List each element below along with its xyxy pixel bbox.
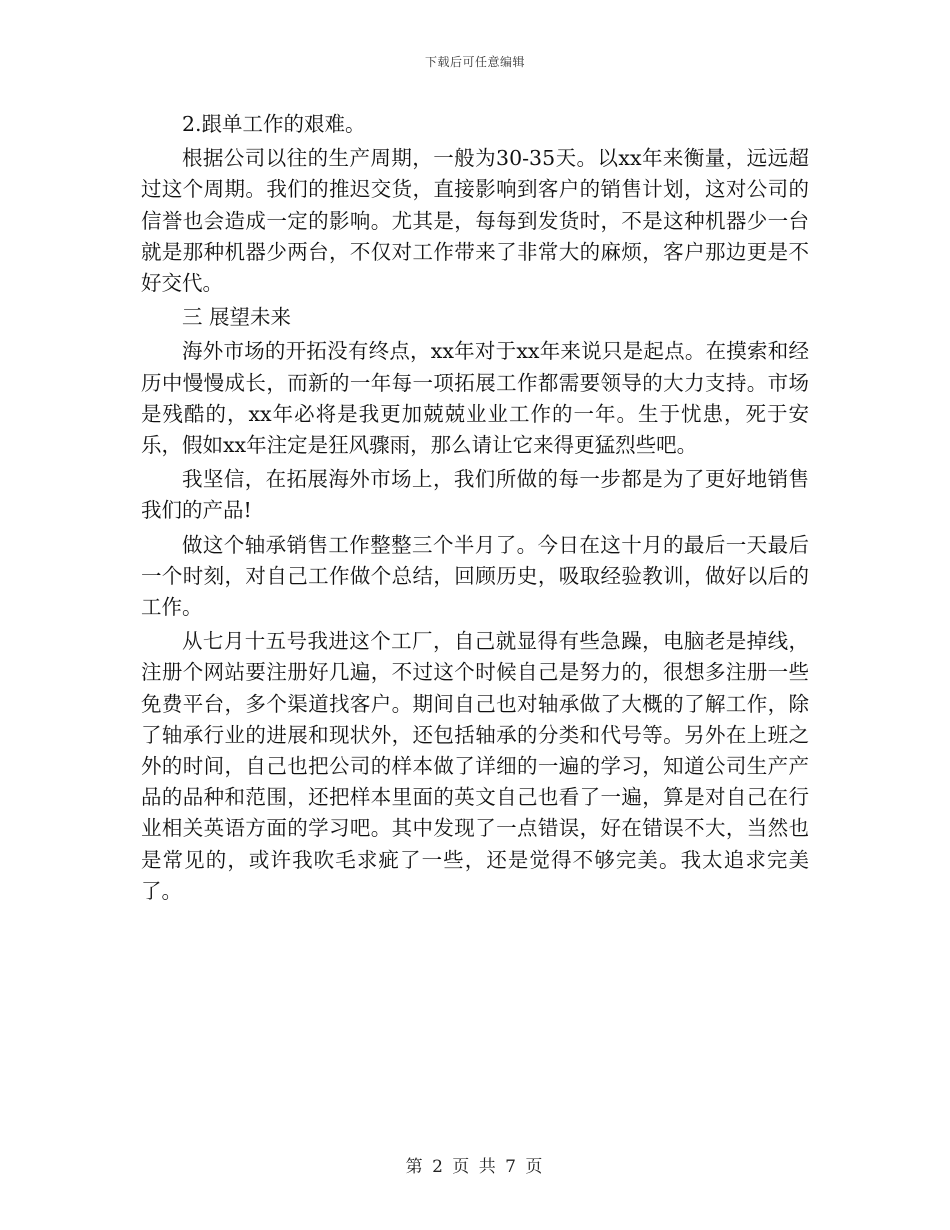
document-body — [141, 109, 809, 910]
paragraph: 做这个轴承销售工作整整三个半月了。今日在这十月的最后一天最后一个时刻，对自己工作做个总结，回顾历史，吸取经验教训，做好以后的工作。 — [141, 532, 809, 620]
paragraph: 海外市场的开拓没有终点，xx年对于xx年来说只是起点。在摸索和经历中慢慢成长，而新的一年每一项拓展工作都需要领导的大力支持。市场是残酷的，xx年必将是我更加兢兢业业工作的一年。生于忧患，死于安乐，假如xx年注定是狂风骤雨，那么请让它来得更猛烈些吧。 — [141, 339, 809, 458]
paragraph: 根据公司以往的生产周期，一般为30-35天。以xx年来衡量，远远超过这个周期。我们的推迟交货，直接影响到客户的销售计划，这对公司的信誉也会造成一定的影响。尤其是，每每到发货时，不是这种机器少一台就是那种机器少两台，不仅对工作带来了非常大的麻烦，客户那边更是不好交代。 — [141, 146, 809, 296]
section-heading: 三 展望未来 — [182, 305, 292, 330]
page-footer: 第 2 页 共 7 页 — [405, 1157, 545, 1177]
paragraph: 我坚信，在拓展海外市场上，我们所做的每一步都是为了更好地销售我们的产品! — [141, 467, 809, 523]
page-header: 下载后可任意编辑 — [424, 55, 525, 69]
section-subheading: 2.跟单工作的艰难。 — [182, 112, 366, 136]
paragraph: 从七月十五号我进这个工厂，自己就显得有些急躁，电脑老是掉线，注册个网站要注册好几遍，不过这个时候自己是努力的，很想多注册一些免费平台，多个渠道找客户。期间自己也对轴承做了大概的了解工作，除了轴承行业的进展和现状外，还包括轴承的分类和代号等。另外在上班之外的时间，自己也把公司的样本做了详细的一遍的学习，知道公司生产产品的品种和范围，还把样本里面的英文自己也看了一遍，算是对自己在行业相关英语方面的学习吧。其中发现了一点错误，好在错误不大，当然也是常见的，或许我吹毛求疵了一些，还是觉得不够完美。我太追求完美了。 — [141, 629, 809, 903]
